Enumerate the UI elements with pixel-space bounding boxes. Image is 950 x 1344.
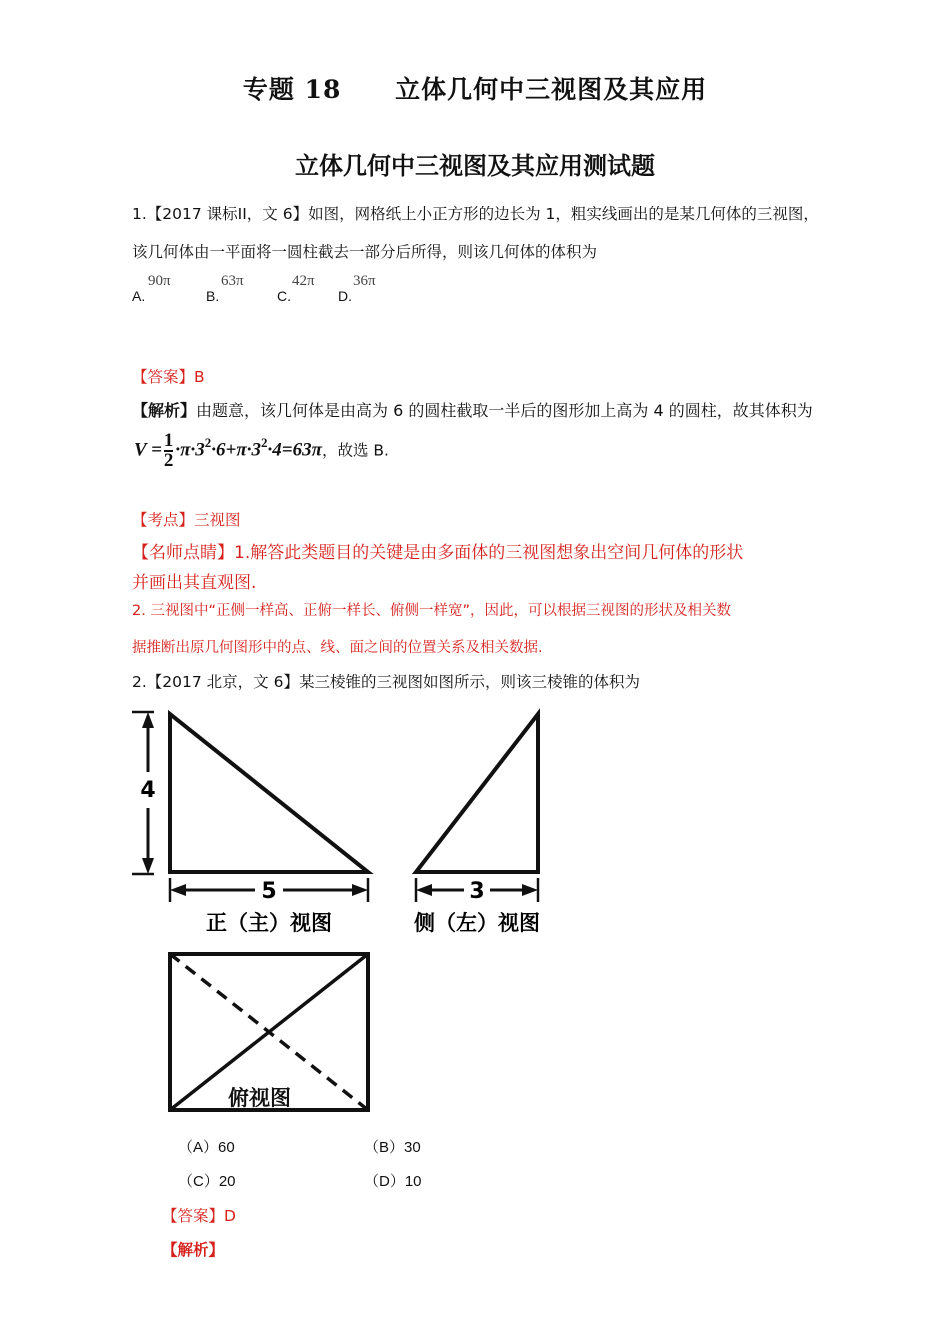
q1-formula: V = $\frac{1}{2}$ $\cdot\pi\cdot 3^2\cdot 6+\pi\cdot 3^2\cdot 4=63\pi$，故选 B. (134, 430, 389, 471)
q2-stem: 某三棱锥的三视图如图所示，则该三棱锥的体积为 (298, 673, 640, 691)
q2-option-d-value: 10 (404, 1173, 422, 1190)
q2-option-c-value: 20 (218, 1173, 236, 1190)
q2-line (132, 670, 640, 692)
front-view-label: 正（主）视图 (206, 911, 332, 935)
q1-point (132, 508, 241, 530)
q1-option-d-value: 36π (353, 273, 376, 289)
q1-answer-value: B (194, 368, 205, 386)
height-label: 4 (140, 778, 156, 803)
q1-analysis-label: 【解析】 (132, 401, 197, 420)
q2-option-b-letter: （B） (364, 1139, 405, 1156)
q2-option-b (364, 1136, 421, 1157)
q1-tip-3: 2. 三视图中“正侧一样高、正俯一样长、俯侧一样宽”，因此，可以根据三视图的形状及相关数 (132, 603, 731, 619)
page-title (0, 70, 950, 106)
q2-answer (162, 1204, 236, 1226)
q1-line1 (132, 202, 819, 224)
q1-stem-1: 如图，网格纸上小正方形的边长为 1，粗实线画出的是某几何体的三视图， (308, 205, 819, 223)
q1-label: 1.【2017 课标II，文 6】 (132, 205, 309, 223)
q1-answer (132, 365, 205, 387)
q1-formula-tail: ，故选 B. (321, 441, 389, 460)
title-topic: 立体几何中三视图及其应用 (395, 75, 708, 104)
q1-option-c-value: 42π (292, 273, 315, 289)
three-view-figure (130, 700, 560, 1120)
top-view-label: 俯视图 (228, 1086, 291, 1110)
q1-tip-1 (132, 538, 743, 563)
q2-label: 2.【2017 北京，文 6】 (132, 673, 299, 691)
q2-analysis-label: 【解析】 (162, 1241, 225, 1259)
q2-option-b-value: 30 (404, 1139, 421, 1156)
q2-option-a (178, 1136, 235, 1157)
q1-point-value: 三视图 (194, 511, 241, 529)
length-label: 5 (261, 879, 277, 904)
q1-analysis-text: 由题意，该几何体是由高为 6 的圆柱截取一半后的图形加上高为 4 的圆柱，故其体积为 (196, 401, 813, 420)
side-view-label: 侧（左）视图 (414, 911, 540, 935)
q1-tip-line1: 1.解答此类题目的关键是由多面体的三视图想象出空间几何体的形状 (234, 543, 744, 563)
q2-option-c (178, 1170, 236, 1191)
q1-stem-2: 该几何体由一平面将一圆柱截去一部分后所得，则该几何体的体积为 (132, 243, 598, 261)
q1-tip-label: 【名师点睛】 (132, 543, 234, 563)
front-view (132, 712, 368, 935)
q1-analysis (132, 398, 813, 421)
q1-option-c-letter: C. (277, 288, 291, 304)
q2-option-c-letter: （C） (178, 1173, 219, 1190)
q2-option-a-value: 60 (218, 1139, 235, 1156)
side-view (414, 714, 540, 935)
q1-point-label: 【考点】 (132, 511, 195, 529)
width-label: 3 (469, 879, 485, 904)
page-subtitle: 立体几何中三视图及其应用测试题 (295, 151, 655, 180)
q1-option-b-letter: B. (206, 288, 220, 304)
q1-option-b-value: 63π (221, 273, 244, 289)
title-number: 18 (304, 75, 342, 104)
q2-option-a-letter: （A） (178, 1139, 219, 1156)
q1-option-a-value: 90π (148, 273, 171, 289)
q1-answer-label: 【答案】 (132, 368, 195, 386)
q1-option-a-letter: A. (132, 288, 146, 304)
q2-answer-value: D (224, 1207, 236, 1225)
q2-option-d (364, 1170, 422, 1191)
q1-tip-4: 据推断出原几何图形中的点、线、面之间的位置关系及相关数据. (132, 640, 543, 656)
title-prefix: 专题 (242, 75, 295, 104)
q2-answer-label: 【答案】 (162, 1207, 225, 1225)
q2-option-d-letter: （D） (364, 1173, 405, 1190)
q1-tip-2: 并画出其直观图. (132, 573, 257, 593)
q1-option-d-letter: D. (338, 288, 352, 304)
